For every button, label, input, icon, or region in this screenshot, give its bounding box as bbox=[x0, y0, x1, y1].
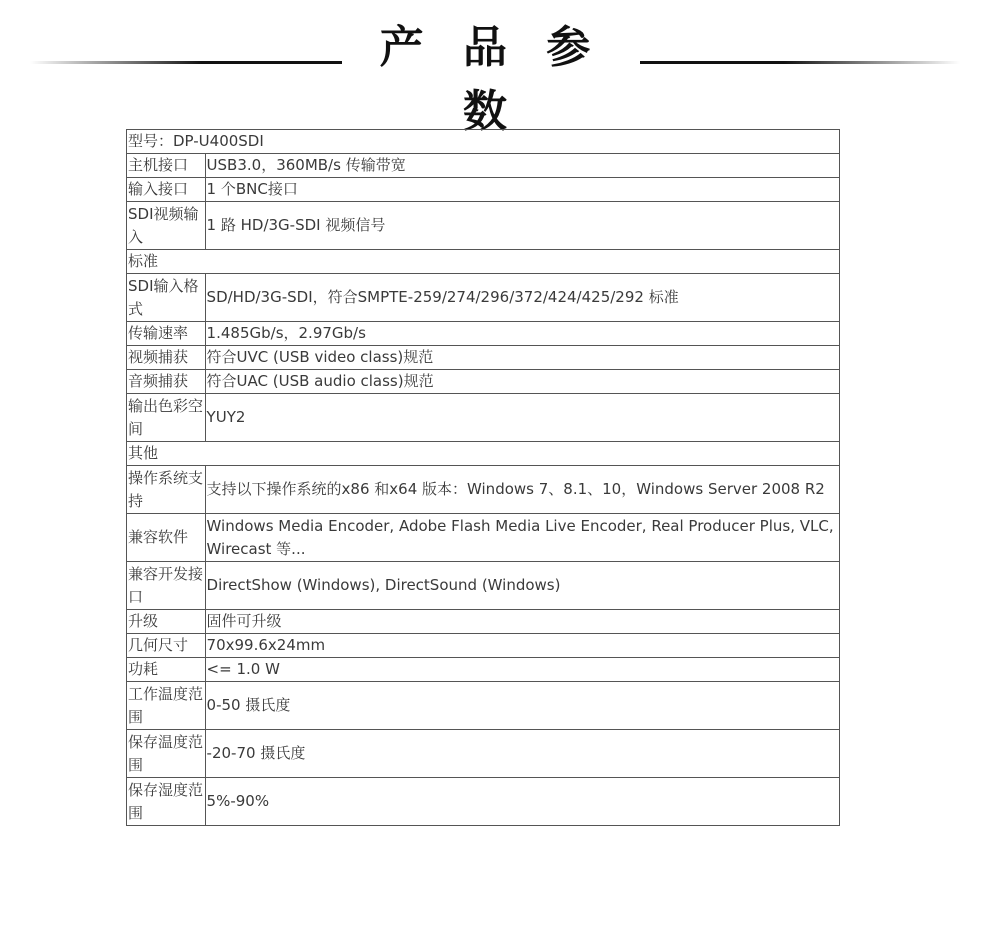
spec-value: 符合UVC (USB video class)规范 bbox=[205, 346, 839, 370]
spec-value: YUY2 bbox=[205, 394, 839, 442]
spec-label: 升级 bbox=[127, 610, 206, 634]
spec-value: SD/HD/3G-SDI，符合SMPTE-259/274/296/372/424/425/292 标准 bbox=[205, 274, 839, 322]
spec-value: -20-70 摄氏度 bbox=[205, 730, 839, 778]
section-heading-standard: 标准 bbox=[127, 250, 840, 274]
spec-value: 固件可升级 bbox=[205, 610, 839, 634]
spec-label: SDI输入格式 bbox=[127, 274, 206, 322]
table-row bbox=[127, 682, 840, 730]
page-header bbox=[0, 14, 990, 137]
spec-value: 1.485Gb/s，2.97Gb/s bbox=[205, 322, 839, 346]
table-row-section-standard bbox=[127, 250, 840, 274]
table-row bbox=[127, 610, 840, 634]
spec-label: 功耗 bbox=[127, 658, 206, 682]
spec-value: 5%-90% bbox=[205, 778, 839, 826]
table-row-section-other bbox=[127, 442, 840, 466]
table-row bbox=[127, 634, 840, 658]
spec-value: DirectShow (Windows), DirectSound (Windows) bbox=[205, 562, 839, 610]
spec-label: 主机接口 bbox=[127, 154, 206, 178]
spec-table bbox=[126, 129, 840, 826]
spec-value: 0-50 摄氏度 bbox=[205, 682, 839, 730]
spec-value: 1 个BNC接口 bbox=[205, 178, 839, 202]
table-row bbox=[127, 658, 840, 682]
table-row bbox=[127, 730, 840, 778]
spec-label: 兼容软件 bbox=[127, 514, 206, 562]
table-row bbox=[127, 514, 840, 562]
table-row bbox=[127, 178, 840, 202]
table-row bbox=[127, 154, 840, 178]
spec-label: 音频捕获 bbox=[127, 370, 206, 394]
spec-value: 1 路 HD/3G-SDI 视频信号 bbox=[205, 202, 839, 250]
spec-label: 操作系统支持 bbox=[127, 466, 206, 514]
table-row bbox=[127, 346, 840, 370]
spec-label: SDI视频输入 bbox=[127, 202, 206, 250]
spec-label: 输入接口 bbox=[127, 178, 206, 202]
page-title: 产 品 参 数 bbox=[379, 22, 603, 137]
spec-model: 型号：DP-U400SDI bbox=[127, 130, 840, 154]
header-divider-left bbox=[30, 61, 342, 64]
header-divider-right bbox=[640, 61, 960, 64]
spec-label: 视频捕获 bbox=[127, 346, 206, 370]
spec-label: 保存温度范围 bbox=[127, 730, 206, 778]
spec-label: 保存湿度范围 bbox=[127, 778, 206, 826]
section-heading-other: 其他 bbox=[127, 442, 840, 466]
table-row bbox=[127, 466, 840, 514]
spec-value: 支持以下操作系统的x86 和x64 版本：Windows 7、8.1、10，Windows Server 2008 R2 bbox=[205, 466, 839, 514]
spec-value: 70x99.6x24mm bbox=[205, 634, 839, 658]
table-row-model bbox=[127, 130, 840, 154]
spec-value: USB3.0，360MB/s 传输带宽 bbox=[205, 154, 839, 178]
spec-label: 输出色彩空间 bbox=[127, 394, 206, 442]
spec-value: <= 1.0 W bbox=[205, 658, 839, 682]
table-row bbox=[127, 778, 840, 826]
spec-label: 兼容开发接口 bbox=[127, 562, 206, 610]
spec-value: Windows Media Encoder, Adobe Flash Media Live Encoder, Real Producer Plus, VLC, Wirecast 等... bbox=[205, 514, 839, 562]
table-row bbox=[127, 322, 840, 346]
table-row bbox=[127, 202, 840, 250]
spec-label: 传输速率 bbox=[127, 322, 206, 346]
spec-label: 几何尺寸 bbox=[127, 634, 206, 658]
table-row bbox=[127, 370, 840, 394]
spec-label: 工作温度范围 bbox=[127, 682, 206, 730]
spec-value: 符合UAC (USB audio class)规范 bbox=[205, 370, 839, 394]
table-row bbox=[127, 394, 840, 442]
table-row bbox=[127, 562, 840, 610]
table-row bbox=[127, 274, 840, 322]
